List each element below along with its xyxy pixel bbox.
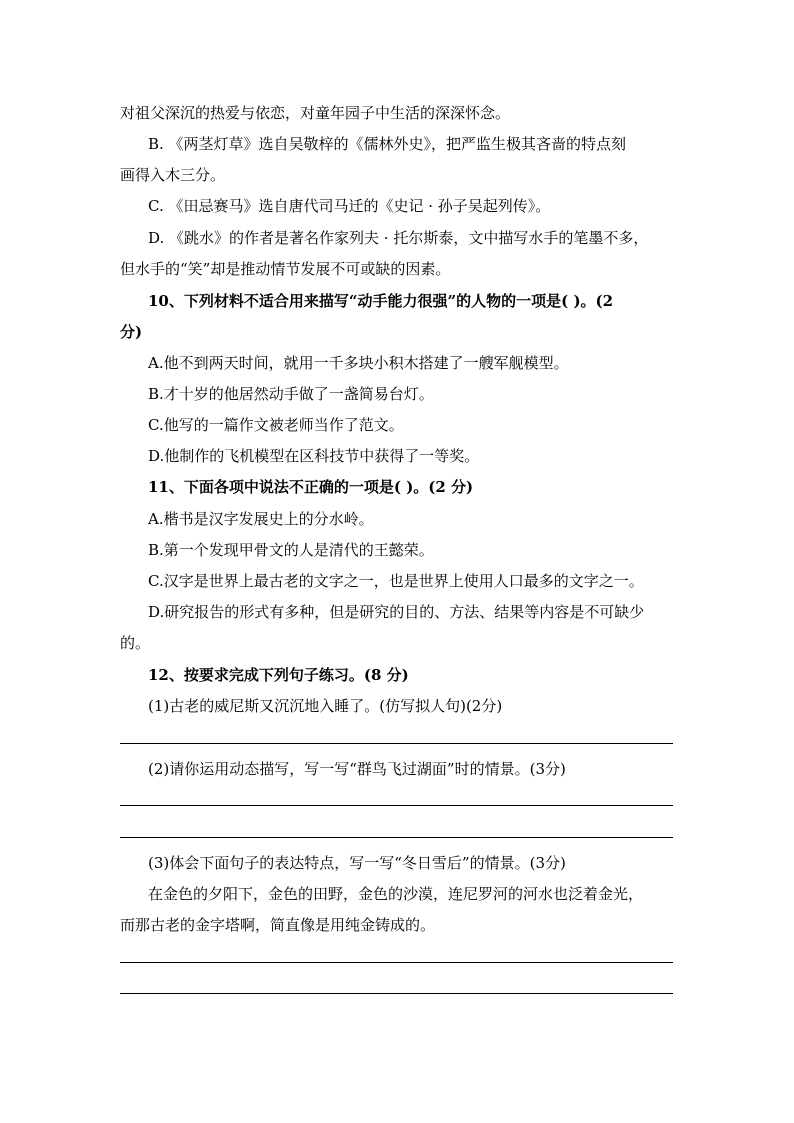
question-12: 12、按要求完成下列句子练习。(8 分) [148,666,409,684]
q10-option-a: A.他不到两天时间，就用一千多块小积木搭建了一艘军舰模型。 [148,354,569,372]
text-line: 的。 [120,634,151,652]
q12-part-1: (1)古老的威尼斯又沉沉地入睡了。(仿写拟人句)(2分) [148,697,503,715]
option-c: C. 《田忌赛马》选自唐代司马迁的《史记 · 孙子吴起列传》。 [148,197,551,215]
q12-part-2: (2)请你运用动态描写，写一写“群鸟飞过湖面”时的情景。(3分) [148,760,566,778]
q11-option-b: B.第一个发现甲骨文的人是清代的王懿荣。 [148,541,434,559]
q11-option-d: D.研究报告的形式有多种，但是研究的目的、方法、结果等内容是不可缺少 [148,603,645,621]
option-b: B. 《两茎灯草》选自吴敬梓的《儒林外史》，把严监生极其吝啬的特点刻 [148,135,627,153]
answer-line[interactable] [120,993,673,994]
answer-line[interactable] [120,743,673,744]
question-10: 10、下列材料不适合用来描写“动手能力很强”的人物的一项是( )。(2 [148,292,614,310]
answer-line[interactable] [120,962,673,963]
text-line: 对祖父深沉的热爱与依恋，对童年园子中生活的深深怀念。 [120,104,511,122]
text-line: 画得入木三分。 [120,166,226,184]
q11-option-a: A.楷书是汉字发展史上的分水岭。 [148,510,374,528]
option-d: D. 《跳水》的作者是著名作家列夫 · 托尔斯泰，文中描写水手的笔墨不多， [148,229,649,247]
q10-option-d: D.他制作的飞机模型在区科技节中获得了一等奖。 [148,447,480,465]
answer-line[interactable] [120,837,673,838]
text-line: 而那古老的金字塔啊，简直像是用纯金铸成的。 [120,916,436,934]
q12-example-sentence: 在金色的夕阳下，金色的田野，金色的沙漠，连尼罗河的河水也泛着金光， [148,885,644,903]
q10-option-b: B.才十岁的他居然动手做了一盏简易台灯。 [148,385,434,403]
answer-line[interactable] [120,805,673,806]
q11-option-c: C.汉字是世界上最古老的文字之一，也是世界上使用人口最多的文字之一。 [148,572,644,590]
text-line: 但水手的“笑”却是推动情节发展不可或缺的因素。 [120,260,451,278]
q12-part-3: (3)体会下面句子的表达特点，写一写“冬日雪后”的情景。(3分) [148,854,566,872]
question-11: 11、下面各项中说法不正确的一项是( )。(2 分) [148,478,474,496]
q10-option-c: C.他写的一篇作文被老师当作了范文。 [148,416,404,434]
question-10-score: 分) [120,323,143,341]
